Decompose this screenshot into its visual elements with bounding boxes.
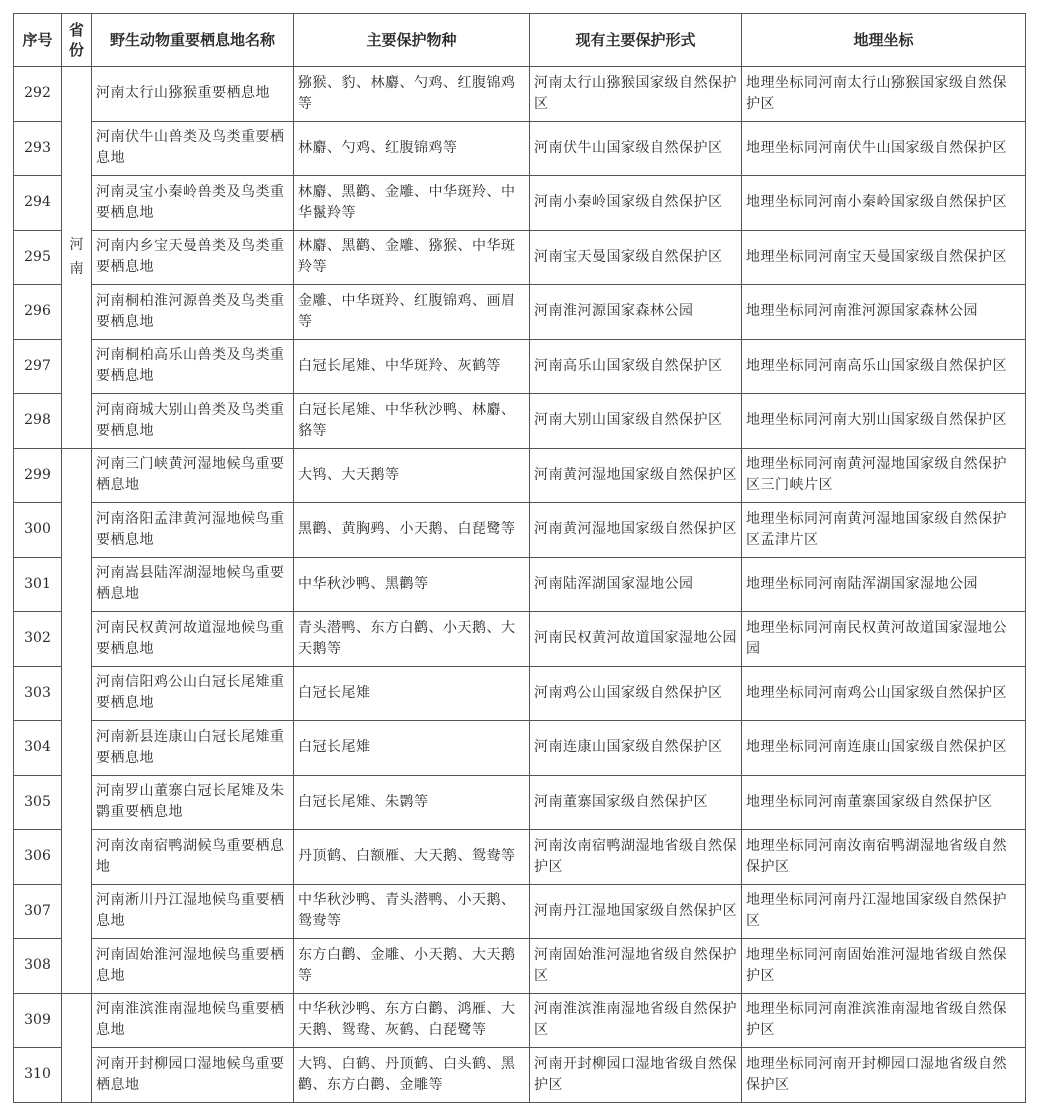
protected-species: 中华秋沙鸭、青头潜鸭、小天鹅、鸳鸯等: [294, 884, 530, 939]
protection-form: 河南连康山国家级自然保护区: [530, 721, 742, 776]
table-row: [14, 721, 1026, 776]
table-row: [14, 993, 1026, 1048]
geo-coordinates: 地理坐标同河南伏牛山国家级自然保护区: [742, 121, 1026, 176]
protected-species: 东方白鹳、金雕、小天鹅、大天鹅等: [294, 939, 530, 994]
header-province: 省份: [62, 14, 92, 67]
habitat-name: 河南淮滨淮南湿地候鸟重要栖息地: [92, 993, 294, 1048]
geo-coordinates: 地理坐标同河南固始淮河湿地省级自然保护区: [742, 939, 1026, 994]
province-cell-continued: [62, 448, 92, 993]
geo-coordinates: 地理坐标同河南陆浑湖国家湿地公园: [742, 557, 1026, 612]
protection-form: 河南太行山猕猴国家级自然保护区: [530, 67, 742, 122]
protected-species: 大鸨、大天鹅等: [294, 448, 530, 503]
habitat-name: 河南三门峡黄河湿地候鸟重要栖息地: [92, 448, 294, 503]
row-number: 303: [14, 666, 62, 721]
table-row: [14, 339, 1026, 394]
geo-coordinates: 地理坐标同河南黄河湿地国家级自然保护区孟津片区: [742, 503, 1026, 558]
row-number: 304: [14, 721, 62, 776]
row-number: 308: [14, 939, 62, 994]
habitat-name: 河南民权黄河故道湿地候鸟重要栖息地: [92, 612, 294, 667]
habitat-name: 河南汝南宿鸭湖候鸟重要栖息地: [92, 830, 294, 885]
row-number: 302: [14, 612, 62, 667]
province-cell-continued: [62, 993, 92, 1102]
geo-coordinates: 地理坐标同河南高乐山国家级自然保护区: [742, 339, 1026, 394]
protected-species: 猕猴、豹、林麝、勺鸡、红腹锦鸡等: [294, 67, 530, 122]
protected-species: 白冠长尾雉: [294, 666, 530, 721]
table-row: [14, 448, 1026, 503]
protection-form: 河南黄河湿地国家级自然保护区: [530, 503, 742, 558]
habitat-name: 河南灵宝小秦岭兽类及鸟类重要栖息地: [92, 176, 294, 231]
habitat-name: 河南新县连康山白冠长尾雉重要栖息地: [92, 721, 294, 776]
header-coordinates: 地理坐标: [742, 14, 1026, 67]
protected-species: 中华秋沙鸭、东方白鹳、鸿雁、大天鹅、鸳鸯、灰鹤、白琵鹭等: [294, 993, 530, 1048]
header-row: [14, 14, 1026, 67]
header-protection-form: 现有主要保护形式: [530, 14, 742, 67]
habitat-name: 河南桐柏淮河源兽类及鸟类重要栖息地: [92, 285, 294, 340]
table-row: [14, 67, 1026, 122]
table-row: [14, 557, 1026, 612]
habitat-name: 河南伏牛山兽类及鸟类重要栖息地: [92, 121, 294, 176]
protection-form: 河南陆浑湖国家湿地公园: [530, 557, 742, 612]
protection-form: 河南高乐山国家级自然保护区: [530, 339, 742, 394]
protection-form: 河南民权黄河故道国家湿地公园: [530, 612, 742, 667]
geo-coordinates: 地理坐标同河南小秦岭国家级自然保护区: [742, 176, 1026, 231]
table-row: [14, 285, 1026, 340]
geo-coordinates: 地理坐标同河南董寨国家级自然保护区: [742, 775, 1026, 830]
protection-form: 河南董寨国家级自然保护区: [530, 775, 742, 830]
row-number: 309: [14, 993, 62, 1048]
table-row: [14, 830, 1026, 885]
geo-coordinates: 地理坐标同河南鸡公山国家级自然保护区: [742, 666, 1026, 721]
geo-coordinates: 地理坐标同河南开封柳园口湿地省级自然保护区: [742, 1048, 1026, 1103]
protected-species: 青头潜鸭、东方白鹳、小天鹅、大天鹅等: [294, 612, 530, 667]
geo-coordinates: 地理坐标同河南黄河湿地国家级自然保护区三门峡片区: [742, 448, 1026, 503]
protected-species: 白冠长尾雉、朱鹮等: [294, 775, 530, 830]
table-row: [14, 666, 1026, 721]
row-number: 292: [14, 67, 62, 122]
header-num: 序号: [14, 14, 62, 67]
protection-form: 河南固始淮河湿地省级自然保护区: [530, 939, 742, 994]
row-number: 299: [14, 448, 62, 503]
protection-form: 河南鸡公山国家级自然保护区: [530, 666, 742, 721]
geo-coordinates: 地理坐标同河南宝天曼国家级自然保护区: [742, 230, 1026, 285]
protected-species: 黑鹳、黄胸鹀、小天鹅、白琵鹭等: [294, 503, 530, 558]
habitat-name: 河南桐柏高乐山兽类及鸟类重要栖息地: [92, 339, 294, 394]
row-number: 295: [14, 230, 62, 285]
header-habitat-name: 野生动物重要栖息地名称: [92, 14, 294, 67]
protected-species: 白冠长尾雉: [294, 721, 530, 776]
protected-species: 白冠长尾雉、中华斑羚、灰鹤等: [294, 339, 530, 394]
row-number: 296: [14, 285, 62, 340]
row-number: 293: [14, 121, 62, 176]
table-row: [14, 939, 1026, 994]
habitat-name: 河南内乡宝天曼兽类及鸟类重要栖息地: [92, 230, 294, 285]
table-row: [14, 176, 1026, 231]
protection-form: 河南汝南宿鸭湖湿地省级自然保护区: [530, 830, 742, 885]
geo-coordinates: 地理坐标同河南大别山国家级自然保护区: [742, 394, 1026, 449]
row-number: 298: [14, 394, 62, 449]
protected-species: 丹顶鹤、白额雁、大天鹅、鸳鸯等: [294, 830, 530, 885]
table-row: [14, 394, 1026, 449]
habitat-name: 河南太行山猕猴重要栖息地: [92, 67, 294, 122]
protection-form: 河南淮河源国家森林公园: [530, 285, 742, 340]
table-row: [14, 775, 1026, 830]
protection-form: 河南丹江湿地国家级自然保护区: [530, 884, 742, 939]
habitat-name: 河南淅川丹江湿地候鸟重要栖息地: [92, 884, 294, 939]
geo-coordinates: 地理坐标同河南太行山猕猴国家级自然保护区: [742, 67, 1026, 122]
habitat-name: 河南商城大别山兽类及鸟类重要栖息地: [92, 394, 294, 449]
protected-species: 林麝、黑鹳、金雕、中华斑羚、中华鬣羚等: [294, 176, 530, 231]
row-number: 301: [14, 557, 62, 612]
habitat-name: 河南信阳鸡公山白冠长尾雉重要栖息地: [92, 666, 294, 721]
table-row: [14, 1048, 1026, 1103]
habitat-name: 河南罗山董寨白冠长尾雉及朱鹮重要栖息地: [92, 775, 294, 830]
habitat-name: 河南嵩县陆浑湖湿地候鸟重要栖息地: [92, 557, 294, 612]
row-number: 305: [14, 775, 62, 830]
protected-species: 中华秋沙鸭、黑鹳等: [294, 557, 530, 612]
geo-coordinates: 地理坐标同河南淮滨淮南湿地省级自然保护区: [742, 993, 1026, 1048]
protection-form: 河南淮滨淮南湿地省级自然保护区: [530, 993, 742, 1048]
row-number: 310: [14, 1048, 62, 1103]
protected-species: 大鸨、白鹤、丹顶鹤、白头鹤、黑鹳、东方白鹳、金雕等: [294, 1048, 530, 1103]
habitat-name: 河南开封柳园口湿地候鸟重要栖息地: [92, 1048, 294, 1103]
protection-form: 河南宝天曼国家级自然保护区: [530, 230, 742, 285]
habitat-name: 河南洛阳孟津黄河湿地候鸟重要栖息地: [92, 503, 294, 558]
row-number: 307: [14, 884, 62, 939]
table-row: [14, 503, 1026, 558]
row-number: 297: [14, 339, 62, 394]
protection-form: 河南伏牛山国家级自然保护区: [530, 121, 742, 176]
geo-coordinates: 地理坐标同河南民权黄河故道国家湿地公园: [742, 612, 1026, 667]
protected-species: 白冠长尾雉、中华秋沙鸭、林麝、貉等: [294, 394, 530, 449]
table-row: [14, 230, 1026, 285]
habitat-name: 河南固始淮河湿地候鸟重要栖息地: [92, 939, 294, 994]
table-row: [14, 612, 1026, 667]
protected-species: 林麝、勺鸡、红腹锦鸡等: [294, 121, 530, 176]
geo-coordinates: 地理坐标同河南丹江湿地国家级自然保护区: [742, 884, 1026, 939]
table-row: [14, 884, 1026, 939]
row-number: 300: [14, 503, 62, 558]
protection-form: 河南小秦岭国家级自然保护区: [530, 176, 742, 231]
province-cell: 河南: [62, 67, 92, 449]
protected-species: 林麝、黑鹳、金雕、猕猴、中华斑羚等: [294, 230, 530, 285]
geo-coordinates: 地理坐标同河南汝南宿鸭湖湿地省级自然保护区: [742, 830, 1026, 885]
geo-coordinates: 地理坐标同河南连康山国家级自然保护区: [742, 721, 1026, 776]
protection-form: 河南大别山国家级自然保护区: [530, 394, 742, 449]
row-number: 306: [14, 830, 62, 885]
protection-form: 河南开封柳园口湿地省级自然保护区: [530, 1048, 742, 1103]
row-number: 294: [14, 176, 62, 231]
geo-coordinates: 地理坐标同河南淮河源国家森林公园: [742, 285, 1026, 340]
table-row: [14, 121, 1026, 176]
protected-species: 金雕、中华斑羚、红腹锦鸡、画眉等: [294, 285, 530, 340]
protection-form: 河南黄河湿地国家级自然保护区: [530, 448, 742, 503]
header-species: 主要保护物种: [294, 14, 530, 67]
habitat-table: [13, 13, 1026, 1103]
